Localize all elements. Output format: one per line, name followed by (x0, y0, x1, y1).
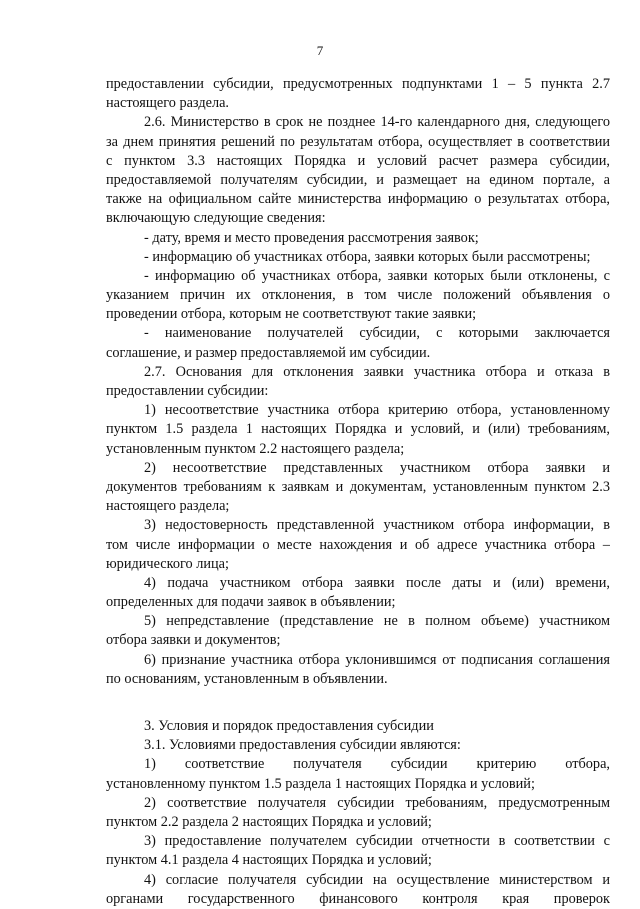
text-line: - дату, время и место проведения рассмотрения заявок; (144, 229, 479, 246)
text-block-section-3 (106, 736, 610, 909)
text-line: - информацию об участниках отбора, заявки которых были рассмотрены; (144, 248, 591, 265)
text-line: 3) недостоверность представленной участником отбора информации, в (144, 517, 610, 534)
text-line: пунктом 2.2 раздела 2 настоящих Порядка и условий; (106, 813, 432, 830)
text-line: 3.1. Условиями предоставления субсидии являются: (144, 737, 461, 754)
text-line: установленному пунктом 1.5 раздела 1 настоящих Порядка и условий; (106, 775, 535, 792)
text-line: 4) согласие получателя субсидии на осуществление министерством и (144, 871, 610, 888)
text-line: 4) подача участником отбора заявки после даты и (или) времени, (144, 574, 610, 591)
text-line: определенных для подачи заявок в объявлении; (106, 594, 396, 611)
text-line: соглашение, и размер предоставляемой им субсидии. (106, 344, 431, 361)
text-line: - информацию об участниках отбора, заявки которых были отклонены, с (144, 267, 610, 284)
text-line: настоящего раздела. (106, 95, 229, 112)
section-gap (106, 689, 610, 717)
text-block-section-2 (106, 75, 610, 689)
text-line: предоставлении субсидии, предусмотренных подпунктами 1 – 5 пункта 2.7 (106, 76, 610, 92)
text-line: 1) соответствие получателя субсидии критерию отбора, (144, 756, 610, 773)
text-line: отбора заявки и документов; (106, 632, 281, 649)
text-line: 5) непредставление (представление не в полном объеме) участником (144, 613, 610, 630)
text-line: включающую следующие сведения: (106, 210, 326, 227)
text-line: установленным пунктом 2.2 настоящего раздела; (106, 440, 405, 457)
document-body (106, 75, 610, 909)
text-line: том числе информации о месте нахождения и об адресе участника отбора – (106, 536, 610, 553)
text-line: 1) несоответствие участника отбора критерию отбора, установленному (144, 402, 610, 419)
text-line: также на официальном сайте министерства информацию о результатах отбора, (106, 191, 610, 208)
page-number: 7 (316, 43, 324, 58)
text-line: с пунктом 3.3 настоящих Порядка и условий расчет размера субсидии, (106, 152, 610, 169)
text-line: 6) признание участника отбора уклонившимся от подписания соглашения (144, 651, 610, 668)
text-line: 3) предоставление получателем субсидии отчетности в соответствии с (144, 833, 610, 850)
text-line: 2) несоответствие представленных участником отбора заявки и (144, 459, 610, 476)
text-line: пунктом 1.5 раздела 1 настоящих Порядка и условий, и (или) требованиям, (106, 421, 610, 438)
text-line: указанием причин их отклонения, в том числе положений объявления о (106, 287, 610, 304)
text-line: предоставлении субсидии: (106, 383, 269, 399)
text-line: 2) соответствие получателя субсидии требованиям, предусмотренным (144, 794, 610, 811)
text-line: настоящего раздела; (106, 498, 230, 515)
text-line: проведении отбора, которым не соответствуют такие заявки; (106, 306, 477, 323)
text-line: органами государственного финансового контроля края проверок (106, 890, 610, 907)
text-line: 2.7. Основания для отклонения заявки участника отбора и отказа в (144, 363, 610, 380)
text-line: предоставляемой получателям субсидии, и размещает на едином портале, а (106, 171, 610, 188)
text-line: 2.6. Министерство в срок не позднее 14-го календарного дня, следующего (144, 114, 610, 131)
text-line: - наименование получателей субсидии, с которыми заключается (144, 325, 610, 342)
text-line: пунктом 4.1 раздела 4 настоящих Порядка и условий; (106, 852, 432, 869)
text-line: юридического лица; (106, 555, 229, 572)
text-line: документов требованиям к заявкам и документам, установленным пунктом 2.3 (106, 478, 610, 495)
text-line: за днем принятия решений по результатам отбора, осуществляет в соответствии (106, 133, 610, 150)
text-line: по основаниям, установленным в объявлении. (106, 670, 388, 687)
section-heading: 3. Условия и порядок предоставления субсидии (144, 718, 434, 734)
